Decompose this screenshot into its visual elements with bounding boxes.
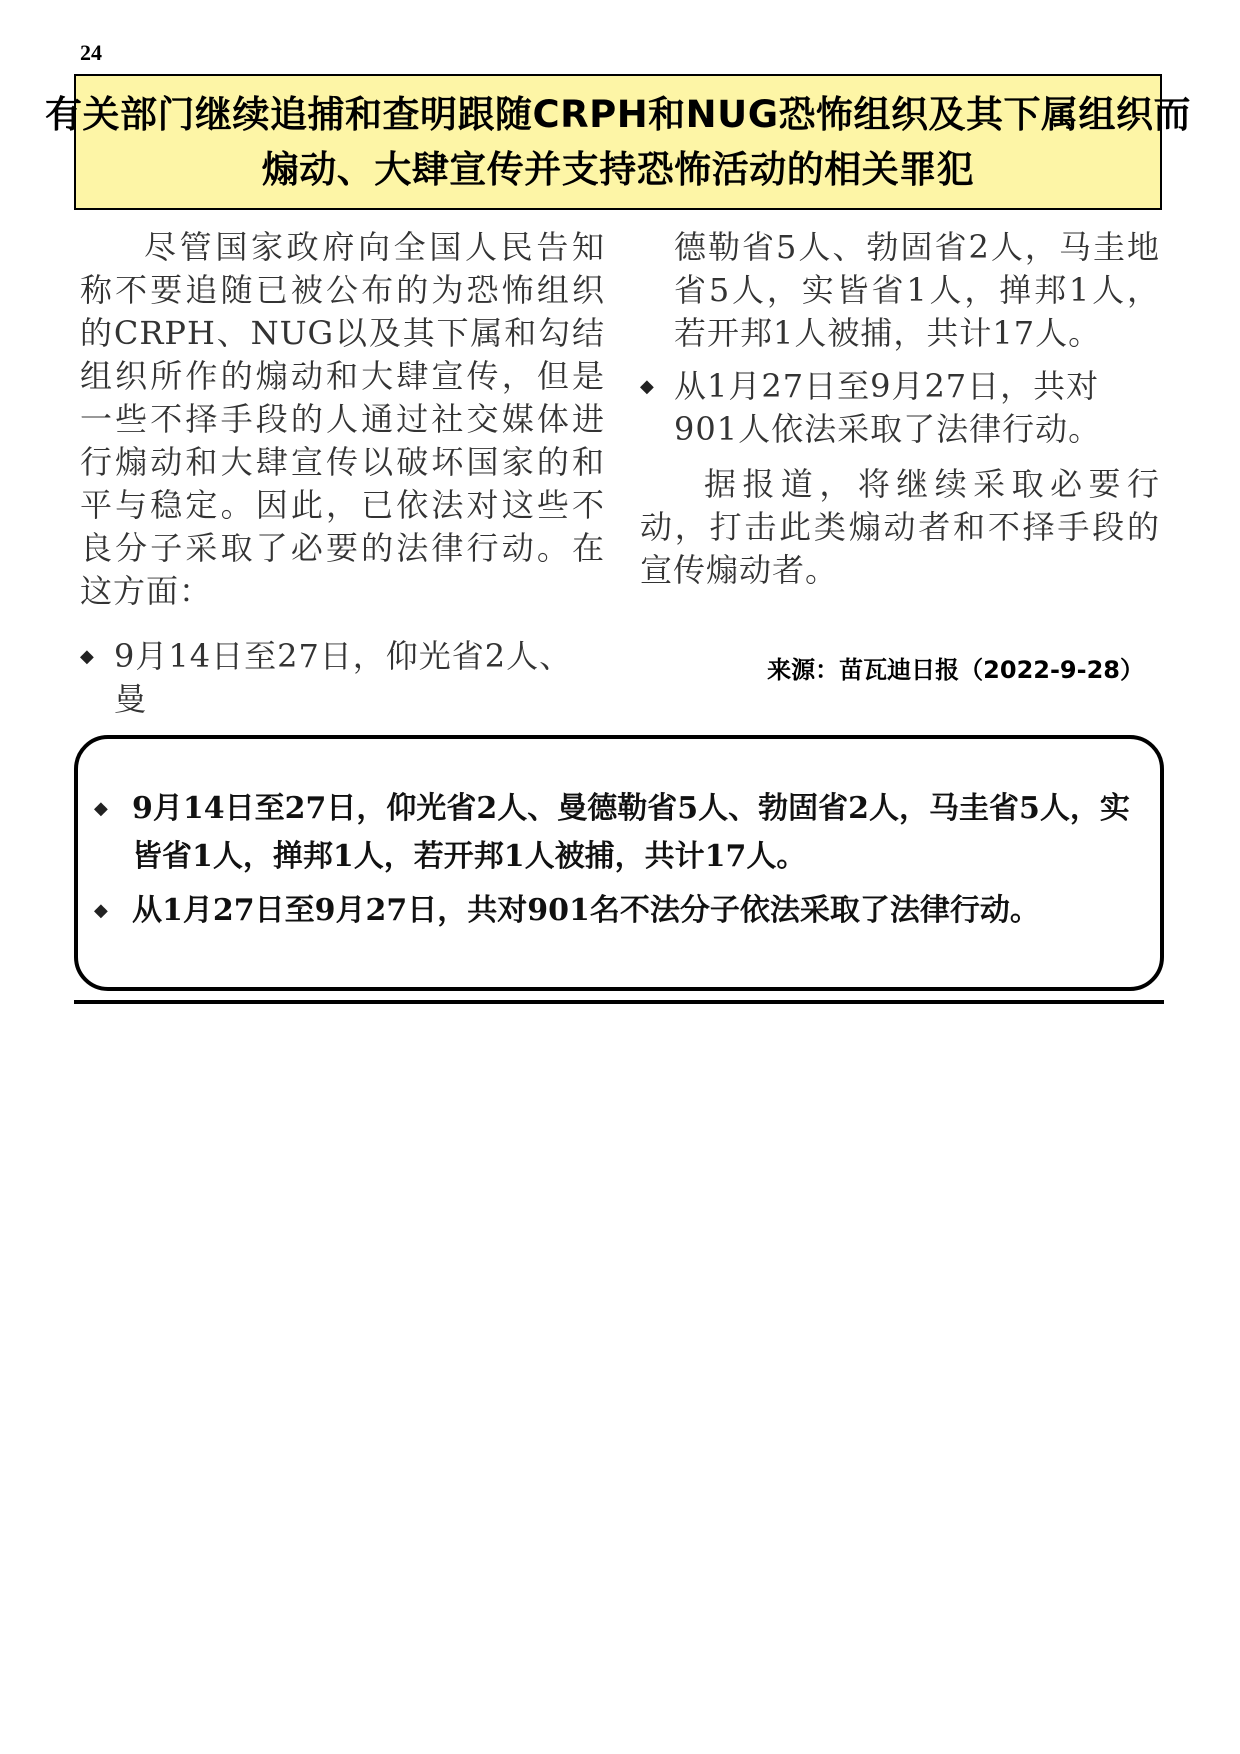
article-bullet-2 [640, 365, 1160, 451]
article-bullet-2-text: 从1月27日至9月27日，共对901人依法采取了法律行动。 [674, 367, 1102, 448]
diamond-bullet-icon: ◆ [94, 900, 108, 921]
article-bullet-1-text-part1: 9月14日至27日，仰光省2人、曼 [114, 637, 573, 718]
article-bullet-1-start [80, 635, 605, 721]
article-source: 来源：苗瓦迪日报（2022-9-28） [767, 656, 1144, 684]
article-title-box [44, 74, 1192, 210]
article-left-column [80, 226, 605, 721]
page-number: 24 [80, 40, 102, 65]
section-divider [74, 1000, 1164, 1004]
diamond-bullet-icon: ◆ [640, 376, 655, 397]
article-title-line-2: 煽动、大肆宣传并支持恐怖活动的相关罪犯 [261, 148, 975, 191]
summary-item [94, 785, 1142, 881]
article-title-line-1: 有关部门继续追捕和查明跟随CRPH和NUG恐怖组织及其下属组织而 [44, 93, 1192, 136]
article-intro-paragraph: 尽管国家政府向全国人民告知称不要追随已被公布的为恐怖组织的CRPH、NUG以及其下属和勾结组织所作的煽动和大肆宣传，但是一些不择手段的人通过社交媒体进行煽动和大肆宣传以破坏国家的和平与稳定。因此，已依法对这些不良分子采取了必要的法律行动。在这方面： [80, 228, 605, 610]
diamond-bullet-icon: ◆ [80, 646, 95, 667]
summary-item-text: 9月14日至27日，仰光省2人、曼德勒省5人、勃固省2人，马圭省5人，实皆省1人，掸邦1人，若开邦1人被捕，共计17人。 [132, 791, 1130, 874]
summary-item [94, 887, 1142, 935]
diamond-bullet-icon: ◆ [94, 798, 108, 819]
article-right-column [640, 226, 1160, 592]
summary-box [74, 735, 1164, 991]
article-closing-paragraph: 据报道，将继续采取必要行动，打击此类煽动者和不择手段的宣传煽动者。 [640, 465, 1160, 589]
article-bullet-1-text-part2: 德勒省5人、勃固省2人，马圭地省5人，实皆省1人，掸邦1人，若开邦1人被捕，共计17人。 [674, 228, 1160, 352]
summary-item-text: 从1月27日至9月27日，共对901名不法分子依法采取了法律行动。 [132, 893, 1040, 928]
